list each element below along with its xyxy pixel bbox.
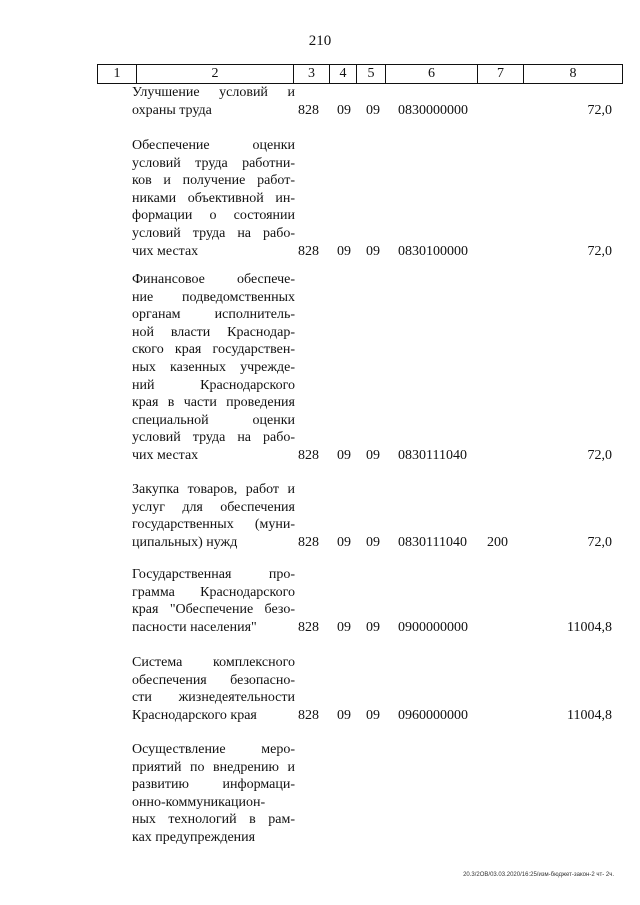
description-line: ных казенных учрежде- xyxy=(132,359,295,375)
description-line: охраны труда xyxy=(132,102,212,118)
description-line: Закупка товаров, работ и xyxy=(132,482,295,497)
description-line: специальной оценки xyxy=(132,412,295,428)
column-header-table xyxy=(97,64,623,84)
description-line: онно-коммуникацион- xyxy=(132,794,266,810)
cell-col-3: 828 xyxy=(298,534,319,550)
cell-col-4: 09 xyxy=(337,102,351,118)
cell-col-3: 828 xyxy=(298,707,319,723)
description-line: края в части проведения xyxy=(132,395,295,411)
description-line: Осуществление меро- xyxy=(132,742,295,757)
description-line: Краснодарского края xyxy=(132,707,257,723)
description-line: условий труда на рабо- xyxy=(132,430,295,446)
description-line: развитию информаци- xyxy=(132,777,295,793)
cell-col-5: 09 xyxy=(366,534,380,550)
cell-col-5: 09 xyxy=(366,102,380,118)
description-line: услуг для обеспечения xyxy=(132,499,295,515)
row-description xyxy=(132,566,295,636)
header-col-1: 1 xyxy=(98,65,137,84)
description-line: государственных (муни- xyxy=(132,517,295,533)
description-line: сти жизнедеятельности xyxy=(132,690,295,706)
description-line: формации о состоянии xyxy=(132,208,295,224)
header-col-5: 5 xyxy=(357,65,386,84)
cell-col-3: 828 xyxy=(298,102,319,118)
description-line: приятий по внедрению и xyxy=(132,759,295,775)
cell-col-5: 09 xyxy=(366,619,380,635)
description-line: Финансовое обеспече- xyxy=(132,272,295,287)
description-line: ципальных) нужд xyxy=(132,534,238,550)
header-col-7: 7 xyxy=(478,65,524,84)
cell-col-8: 11004,8 xyxy=(567,707,612,723)
header-col-6: 6 xyxy=(386,65,478,84)
cell-col-4: 09 xyxy=(337,243,351,259)
description-line: Улучшение условий и xyxy=(132,85,295,100)
row-description xyxy=(132,137,295,260)
cell-col-3: 828 xyxy=(298,243,319,259)
description-line: ского края государствен- xyxy=(132,342,295,358)
cell-col-8: 72,0 xyxy=(587,448,612,463)
description-line: обеспечения безопасно- xyxy=(132,672,295,688)
description-line: никами объективной ин- xyxy=(132,190,295,206)
description-line: чих местах xyxy=(132,447,199,463)
description-line: ние подведомственных xyxy=(132,289,295,305)
cell-col-3: 828 xyxy=(298,619,319,635)
cell-col-3: 828 xyxy=(298,448,319,463)
row-description xyxy=(132,84,295,119)
cell-col-5: 09 xyxy=(366,243,380,259)
document-footer: 20.3/2OB/03.03.2020/16:25/изм-бюджет-закон-2 чт- 2ч. xyxy=(463,872,614,878)
cell-col-8: 72,0 xyxy=(587,243,612,259)
row-description xyxy=(132,271,295,465)
header-col-4: 4 xyxy=(330,65,357,84)
row-description xyxy=(132,654,295,724)
row-description xyxy=(132,741,295,847)
cell-col-6: 0830111040 xyxy=(398,448,467,463)
description-line: ной власти Краснодар- xyxy=(132,324,295,340)
description-line: края "Обеспечение безо- xyxy=(132,602,295,618)
cell-col-5: 09 xyxy=(366,448,380,463)
cell-col-8: 11004,8 xyxy=(567,619,612,635)
description-line: органам исполнитель- xyxy=(132,307,295,323)
cell-col-5: 09 xyxy=(366,707,380,723)
cell-col-4: 09 xyxy=(337,619,351,635)
cell-col-6: 0830111040 xyxy=(398,534,467,550)
row-description xyxy=(132,481,295,551)
description-line: условий труда на рабо- xyxy=(132,225,295,241)
cell-col-6: 0830000000 xyxy=(398,102,468,118)
cell-col-4: 09 xyxy=(337,707,351,723)
description-line: чих местах xyxy=(132,243,199,259)
cell-col-8: 72,0 xyxy=(587,102,612,118)
header-col-8: 8 xyxy=(524,65,623,84)
description-line: ных технологий в рам- xyxy=(132,812,295,828)
description-line: пасности населения" xyxy=(132,619,257,635)
page-number: 210 xyxy=(308,33,332,49)
cell-col-4: 09 xyxy=(337,448,351,463)
cell-col-4: 09 xyxy=(337,534,351,550)
header-col-3: 3 xyxy=(294,65,330,84)
description-line: ков и получение работ- xyxy=(132,173,295,189)
cell-col-7: 200 xyxy=(487,534,508,550)
description-line: грамма Краснодарского xyxy=(132,584,295,600)
description-line: Обеспечение оценки xyxy=(132,138,295,153)
cell-col-6: 0830100000 xyxy=(398,243,468,259)
description-line: Система комплексного xyxy=(132,655,295,670)
header-col-2: 2 xyxy=(137,65,294,84)
description-line: Государственная про- xyxy=(132,567,295,582)
cell-col-6: 0900000000 xyxy=(398,619,468,635)
description-line: ний Краснодарского xyxy=(132,377,295,393)
cell-col-8: 72,0 xyxy=(587,534,612,550)
cell-col-6: 0960000000 xyxy=(398,707,468,723)
description-line: условий труда работни- xyxy=(132,155,295,171)
description-line: ках предупреждения xyxy=(132,829,256,845)
